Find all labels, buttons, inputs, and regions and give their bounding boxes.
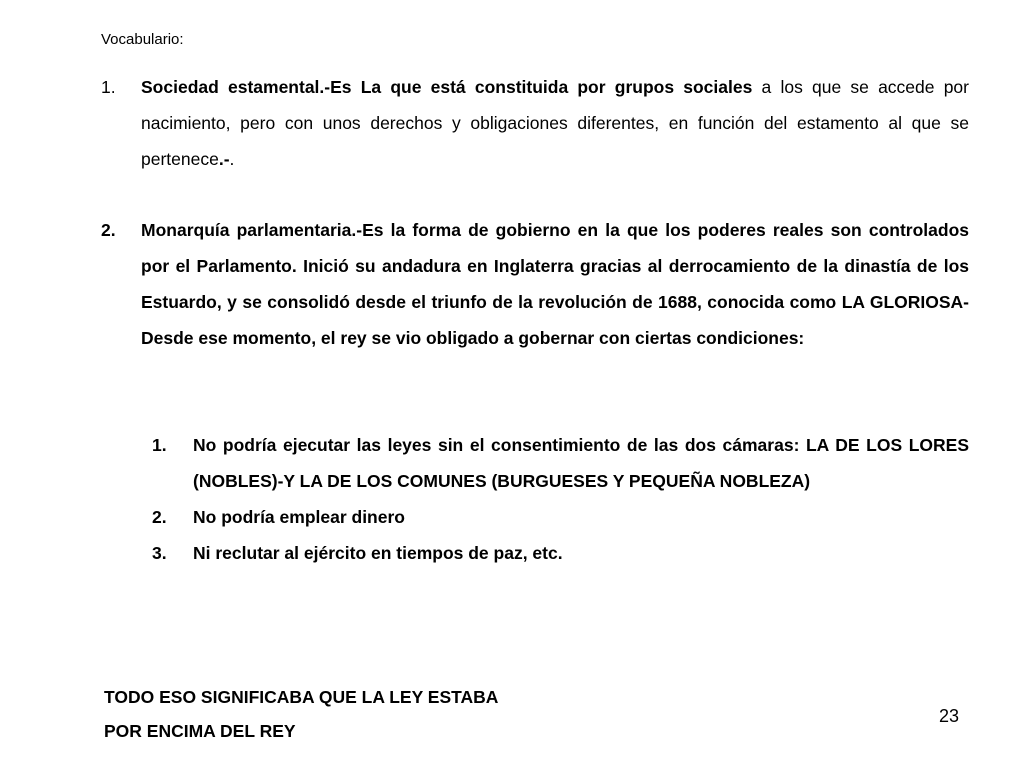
definition-monarquia-parlamentaria: Monarquía parlamentaria.-Es la forma de gobierno en la que los poderes reales son controlados por el Parlamento. Inició su andadura en Inglaterra gracias al derrocamiento de la dinastía de los Estuardo, y se consolidó desde el triunfo de la revolución de 1688, conocida como LA GLORIOSA- Desde ese momento, el rey se vio obligado a gobernar con ciertas condiciones:: [141, 220, 969, 348]
vocabulary-item-monarquia-parlamentaria: [101, 212, 969, 356]
list-number: 3.: [152, 543, 167, 563]
conclusion-line-2: POR ENCIMA DEL REY: [104, 721, 296, 741]
list-number: 2.: [152, 507, 167, 527]
term-sociedad-estamental: Sociedad estamental.-Es La que está constituida por grupos sociales: [141, 77, 753, 97]
condition-item: [152, 427, 969, 499]
condition-text: Ni reclutar al ejército en tiempos de paz, etc.: [193, 543, 563, 563]
condition-text: No podría emplear dinero: [193, 507, 405, 527]
definition-end-mark: .-: [218, 149, 230, 169]
vocabulary-list-2: [101, 212, 969, 356]
page-number: 23: [939, 706, 960, 726]
slide-heading: Vocabulario:: [101, 31, 184, 48]
condition-item: [152, 535, 969, 571]
condition-text: No podría ejecutar las leyes sin el consentimiento de las dos cámaras: LA DE LOS LORES (NOBLES)-Y LA DE LOS COMUNES (BURGUESES Y PEQUEÑA NOBLEZA): [193, 435, 969, 491]
vocabulary-item-sociedad-estamental: [101, 69, 969, 177]
conditions-list: [152, 427, 969, 571]
vocabulary-list: [101, 69, 969, 177]
list-number: 1.: [152, 435, 167, 455]
list-number: 1.: [101, 77, 116, 97]
conclusion-line-1: TODO ESO SIGNIFICABA QUE LA LEY ESTABA: [104, 687, 499, 707]
condition-item: [152, 499, 969, 535]
definition-text: a los que se accede por nacimiento, pero con unos derechos y obligaciones diferentes, en función del estamento al que se pertenece: [141, 77, 969, 169]
list-number: 2.: [101, 220, 116, 240]
conclusion: [104, 680, 498, 748]
definition-period: .: [229, 149, 235, 169]
